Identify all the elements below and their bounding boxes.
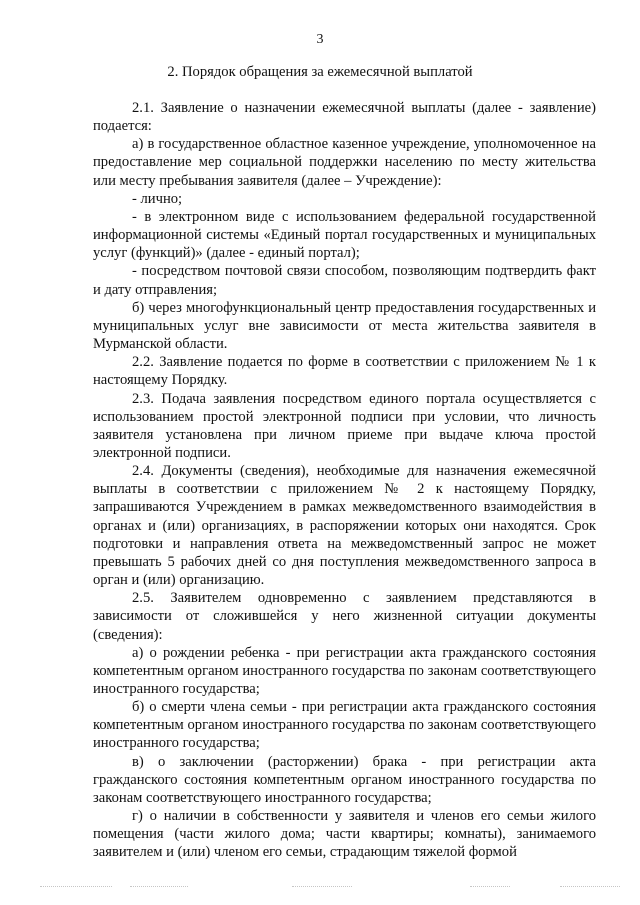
paragraph-electronic: - в электронном виде с использованием федеральной государственной информационной системы «Единый портал государственных и муниципальных услуг (функций)» (далее - единый портал); (93, 208, 596, 262)
footer-mark (292, 886, 352, 887)
body-text (93, 99, 596, 862)
paragraph-2-5: 2.5. Заявителем одновременно с заявлением представляются в зависимости от сложившейся у него жизненной ситуации документы (сведения): (93, 590, 596, 643)
paragraph-in-person: - лично; (132, 190, 183, 207)
paragraph-2-5-g: г) о наличии в собственности у заявителя и членов его семьи жилого помещения (части жилого дома; части квартиры; комнаты), занимаемого заявителем и (или) членом его семьи, страдающим тяжелой формой (93, 808, 596, 861)
footer-mark (560, 886, 620, 887)
footer-scan-marks (0, 886, 640, 894)
section-title: 2. Порядок обращения за ежемесячной выплатой (167, 64, 473, 80)
footer-mark (130, 886, 188, 887)
paragraph-postal: - посредством почтовой связи способом, позволяющим подтвердить факт и дату отправления; (93, 263, 596, 298)
paragraph-2-4: 2.4. Документы (сведения), необходимые для назначения ежемесячной выплаты в соответствии с приложением № 2 к настоящему Порядку, запрашиваются Учреждением в рамках межведомственного взаимодействия в органах и (или) организациях, в распоряжении которых они находятся. Срок подготовки и направления ответа на межведомственный запрос не может превышать 5 рабочих дней со дня поступления межведомственного запроса в орган и (или) организацию. (93, 463, 596, 589)
paragraph-2-5-v: в) о заключении (расторжении) брака - при регистрации акта гражданского состояния компетентным органом иностранного государства по законам соответствующего иностранного государства; (93, 753, 596, 806)
paragraph-2-3: 2.3. Подача заявления посредством единого портала осуществляется с использованием простой электронной подписи при условии, что личность заявителя установлена при личном приеме при выдаче ключа простой электронной подписи. (93, 390, 596, 461)
footer-mark (470, 886, 510, 887)
paragraph-2-5-b: б) о смерти члена семьи - при регистрации акта гражданского состояния компетентным органом иностранного государства по законам соответствующего иностранного государства; (93, 699, 596, 752)
paragraph-2-1-b: б) через многофункциональный центр предоставления государственных и муниципальных услуг вне зависимости от места жительства заявителя в Мурманской области. (93, 299, 596, 353)
paragraph-2-5-a: а) о рождении ребенка - при регистрации акта гражданского состояния компетентным органом иностранного государства по законам соответствующего иностранного государства; (93, 644, 596, 697)
paragraph-2-1-a: а) в государственное областное казенное учреждение, уполномоченное на предоставление мер социальной поддержки населению по месту жительства или месту пребывания заявителя (далее – Учреждение): (93, 136, 596, 189)
footer-mark (40, 886, 112, 887)
page-number: 3 (316, 32, 324, 47)
paragraph-2-1: 2.1. Заявление о назначении ежемесячной выплаты (далее - заявление) подается: (93, 100, 596, 135)
paragraph-2-2: 2.2. Заявление подается по форме в соответствии с приложением № 1 к настоящему Порядку. (93, 354, 596, 389)
